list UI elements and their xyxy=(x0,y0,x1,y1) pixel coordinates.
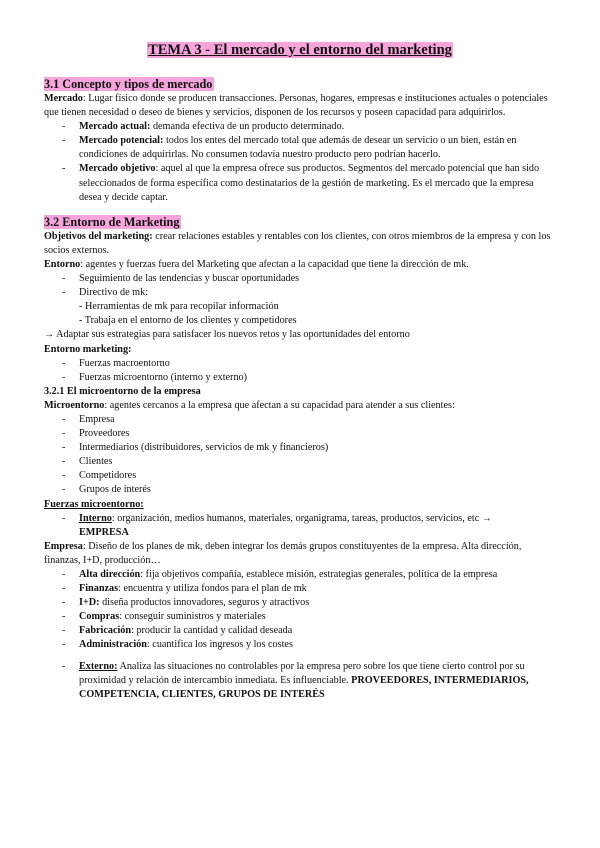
list-item: - Intermediarios (distribuidores, servicios de mk y financieros) xyxy=(44,441,556,455)
section-heading-3-1: 3.1 Concepto y tipos de mercado xyxy=(44,77,213,91)
list-item: - Mercado actual: demanda efectiva de un producto determinado. xyxy=(44,120,556,134)
microentorno-agents-list xyxy=(44,413,556,498)
list-item: - Empresa xyxy=(44,413,556,427)
list-item: - Administración: cuantifica los ingresos y los costes xyxy=(44,638,556,652)
microentorno-definition: Microentorno: agentes cercanos a la empresa que afectan a su capacidad para atender a sus clientes: xyxy=(44,399,455,411)
empresa-definition: Empresa: Diseño de los planes de mk, deben integrar los demás grupos constituyentes de la empresa. Alta dirección, finanzas, I+D, producción… xyxy=(44,540,522,566)
entorno-marketing-label: Entorno marketing: xyxy=(44,343,132,355)
list-item: - Alta dirección: fija objetivos compañía, establece misión, estrategias generales, política de la empresa xyxy=(44,568,556,582)
list-item: - Finanzas: encuentra y utiliza fondos para el plan de mk xyxy=(44,582,556,596)
empresa-departments-list xyxy=(44,568,556,653)
list-item: - Externo: Analiza las situaciones no controlables por la empresa pero sobre los que tiene cierto control por su proximidad y relación de intercambio inmediata. Es influenciable. PROVEEDORES, INTERMEDIARIOS, COMPETENCIA, CLIENTES, GRUPOS DE INTERÉS xyxy=(44,660,556,702)
mercado-types-list xyxy=(44,120,556,205)
adaptar-line: → Adaptar sus estrategias para satisfacer los nuevos retos y las oportunidades del entorno xyxy=(44,329,410,341)
document-title: TEMA 3 - El mercado y el entorno del marketing xyxy=(148,42,452,58)
interno-list xyxy=(44,512,556,540)
list-item: - Fuerzas microentorno (interno y externo) xyxy=(44,371,556,385)
entorno-definition: Entorno: agentes y fuerzas fuera del Marketing que afectan a la capacidad que tiene la dirección de mk. xyxy=(44,258,469,270)
list-item: - I+D: diseña productos innovadores, seguros y atractivos xyxy=(44,596,556,610)
document-body xyxy=(44,76,556,702)
list-item: - Compras: conseguir suministros y materiales xyxy=(44,610,556,624)
section-heading-3-2: 3.2 Entorno de Marketing xyxy=(44,214,180,229)
directivo-sub-item: - Trabaja en el entorno de los clientes y competidores xyxy=(79,315,297,327)
list-item: - Mercado potencial: todos los entes del mercado total que además de desear un servicio o un bien, están en condiciones de adquirirlas. No consumen todavía nuestro producto pero podrían hacerlo. xyxy=(44,134,556,162)
list-item: - Proveedores xyxy=(44,427,556,441)
objetivos-definition: Objetivos del marketing: crear relaciones estables y rentables con los clientes, con otros miembros de la empresa y con los socios externos. xyxy=(44,230,551,256)
list-item: - Directivo de mk: xyxy=(44,286,556,300)
list-item: - Interno: organización, medios humanos, materiales, organigrama, tareas, productos, servicios, etc → EMPRESA xyxy=(44,512,556,540)
fuerzas-microentorno-label: Fuerzas microentorno: xyxy=(44,498,144,510)
list-item: - Grupos de interés xyxy=(44,483,556,497)
externo-list xyxy=(44,660,556,702)
mercado-definition: Mercado: Lugar físico donde se producen transacciones. Personas, hogares, empresas e instituciones actuales o potenciales que tienen necesidad o deseo de bienes y servicios, disponen de los recursos y poseen capacidad para adquirirlos. xyxy=(44,93,548,119)
list-item: - Seguimiento de las tendencias y buscar oportunidades xyxy=(44,272,556,286)
entorno-list xyxy=(44,272,556,300)
directivo-sub-item: - Herramientas de mk para recopilar información xyxy=(79,301,279,313)
list-item: - Mercado objetivo: aquel al que la empresa ofrece sus productos. Segmentos del mercado potencial que han sido seleccionados de forma específica como destinatarios de la gestión de marketing. Es el mercado que la empresa desea y decide captar. xyxy=(44,162,556,204)
list-item: - Fuerzas macroentorno xyxy=(44,357,556,371)
list-item: - Fabricación: producir la cantidad y calidad deseada xyxy=(44,624,556,638)
entorno-marketing-list xyxy=(44,357,556,385)
list-item: - Clientes xyxy=(44,455,556,469)
section-heading-3-2-1: 3.2.1 El microentorno de la empresa xyxy=(44,385,201,397)
list-item: - Competidores xyxy=(44,469,556,483)
